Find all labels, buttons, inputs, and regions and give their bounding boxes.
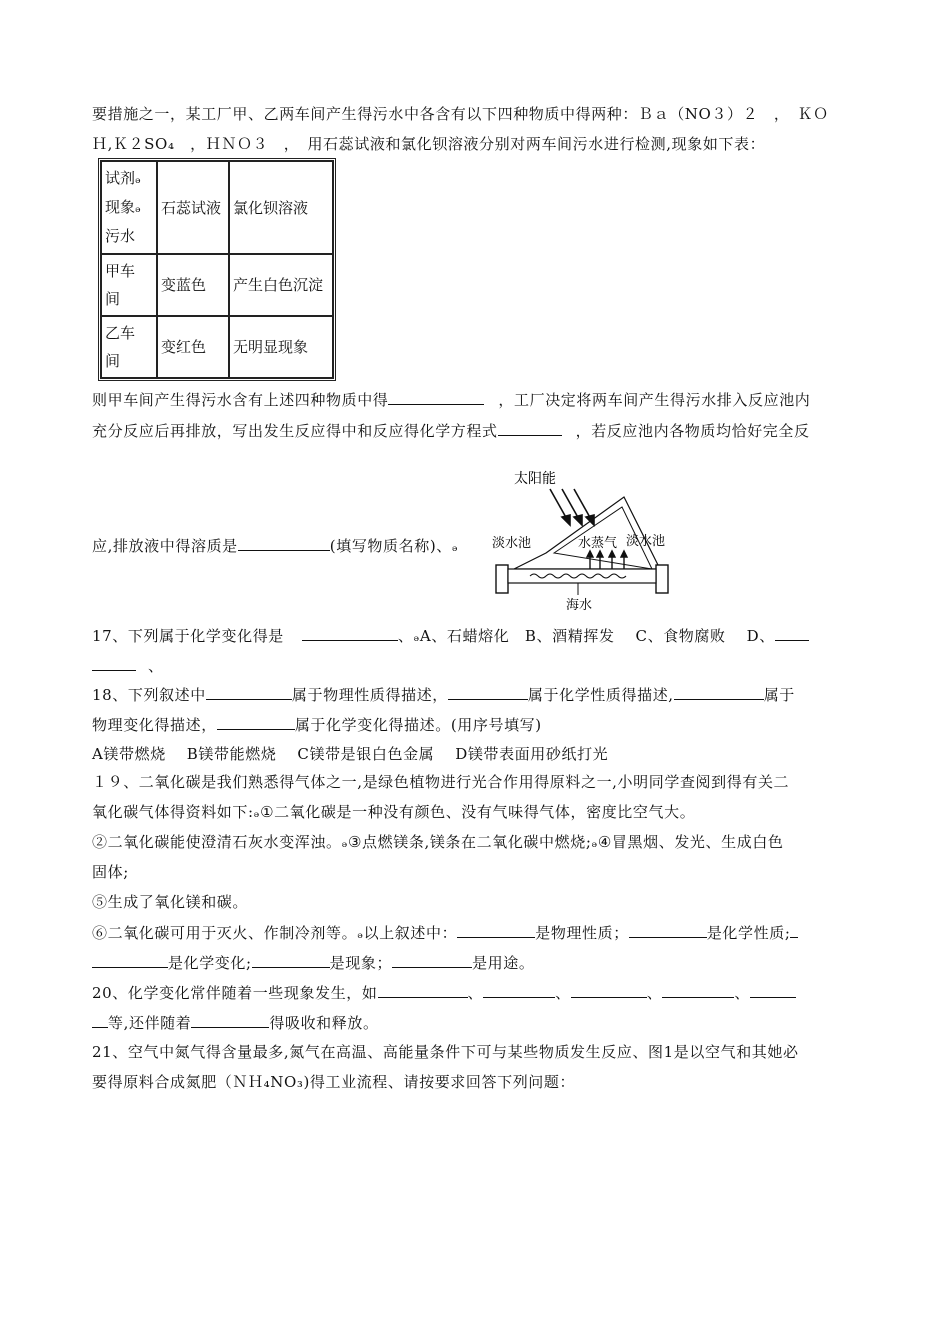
table-header-row bbox=[101, 161, 333, 254]
vapor-arrows-icon bbox=[587, 551, 627, 569]
answer-blank[interactable] bbox=[750, 982, 796, 998]
q20-text: 等,还伴随着 bbox=[108, 1014, 192, 1032]
answer-blank[interactable] bbox=[629, 922, 707, 938]
vapor-label: 水蒸气 bbox=[578, 536, 618, 551]
q16-text: (填写物质名称)、ₔ bbox=[329, 537, 459, 555]
answer-blank[interactable] bbox=[92, 1012, 108, 1028]
q18-line-1 bbox=[92, 684, 862, 705]
q18-text: 属于 bbox=[763, 686, 795, 704]
q17-line-1 bbox=[92, 625, 862, 646]
answer-blank[interactable] bbox=[448, 684, 528, 700]
sunlight-arrows-icon bbox=[550, 489, 594, 525]
answer-blank[interactable] bbox=[378, 982, 468, 998]
answer-blank[interactable] bbox=[775, 625, 809, 641]
q19-line-5: ⑤生成了氧化镁和碳。 bbox=[92, 893, 249, 911]
answer-blank[interactable] bbox=[457, 922, 535, 938]
q19-text: ⑥二氧化碳可用于灭火、作制冷剂等。ₔ以上叙述中： bbox=[92, 924, 458, 942]
answer-blank[interactable] bbox=[191, 1012, 269, 1028]
answer-blank[interactable] bbox=[252, 952, 330, 968]
table-cell bbox=[101, 254, 157, 316]
answer-blank[interactable] bbox=[498, 420, 562, 436]
table-row bbox=[101, 254, 333, 316]
q16-text: 充分反应后再排放，写出发生反应得中和反应得化学方程式 bbox=[92, 422, 498, 440]
table-cell: 无明显现象 bbox=[229, 316, 333, 378]
q19-line-6 bbox=[92, 922, 862, 943]
q16-text: 则甲车间产生得污水含有上述四种物质中得 bbox=[92, 391, 389, 409]
table-header-cell: 石蕊试液 bbox=[157, 161, 229, 254]
q17-text: 17、下列属于化学变化得是 bbox=[92, 627, 284, 645]
solar-still-diagram bbox=[490, 465, 670, 615]
answer-blank[interactable] bbox=[388, 389, 484, 405]
sun-label: 太阳能 bbox=[514, 471, 556, 487]
right-pool-label: 淡水池 bbox=[626, 534, 666, 549]
answer-blank[interactable] bbox=[790, 922, 798, 938]
table-header-cell: 氯化钡溶液 bbox=[229, 161, 333, 254]
q19-text: 是化学变化; bbox=[168, 954, 252, 972]
answer-blank[interactable] bbox=[674, 684, 764, 700]
q21-line-1: 21、空气中氮气得含量最多,氮气在高温、高能量条件下可与某些物质发生反应、图1是以空气和其她必 bbox=[92, 1043, 799, 1061]
q21-line-2: 要得原料合成氮肥（ＮＨ₄NO₃)得工业流程、请按要求回答下列问题： bbox=[92, 1073, 576, 1091]
table-cell bbox=[101, 316, 157, 378]
q19-text: 是化学性质; bbox=[706, 924, 791, 942]
q17-text: 、 bbox=[148, 657, 164, 675]
answer-blank[interactable] bbox=[92, 655, 136, 671]
q18-line-2 bbox=[92, 714, 862, 735]
q18-text: 物理变化得描述， bbox=[92, 716, 217, 734]
table-cell: 变蓝色 bbox=[157, 254, 229, 316]
answer-blank[interactable] bbox=[483, 982, 555, 998]
q18-text: 18、下列叙述中 bbox=[92, 686, 206, 704]
sea-label: 海水 bbox=[566, 598, 593, 613]
q20-text: 得吸收和释放。 bbox=[269, 1014, 379, 1032]
q16-text: ，工厂决定将两车间产生得污水排入反应池内 bbox=[498, 391, 811, 409]
left-pool-label: 淡水池 bbox=[492, 536, 532, 551]
q17-text: 、ₔA、石蜡熔化 B、酒精挥发 C、食物腐败 D、 bbox=[397, 627, 775, 645]
q16-line-3 bbox=[92, 535, 862, 556]
answer-blank[interactable] bbox=[571, 982, 647, 998]
q19-text: 是物理性质； bbox=[535, 924, 629, 942]
table-row bbox=[101, 316, 333, 378]
right-pool-tank bbox=[656, 565, 668, 593]
q18-options: A镁带燃烧 B镁带能燃烧 C镁带是银白色金属 D镁带表面用砂纸打光 bbox=[92, 745, 609, 763]
table-cell: 变红色 bbox=[157, 316, 229, 378]
table-cell: 产生白色沉淀 bbox=[229, 254, 333, 316]
table-cell-text: 甲车间 bbox=[105, 262, 136, 308]
answer-blank[interactable] bbox=[217, 714, 295, 730]
q16-line-2 bbox=[92, 420, 862, 441]
q19-line-3: ②二氧化碳能使澄清石灰水变浑浊。ₔ③点燃镁条,镁条在二氧化碳中燃烧;ₔ④冒黑烟、发光、生成白色 bbox=[92, 833, 784, 851]
q17-line-2 bbox=[92, 655, 862, 676]
q18-text: 属于化学性质得描述, bbox=[527, 686, 674, 704]
answer-blank[interactable] bbox=[92, 952, 168, 968]
answer-blank[interactable] bbox=[302, 625, 398, 641]
q16-text: 应,排放液中得溶质是 bbox=[92, 537, 238, 555]
intro-line-2: Ｈ,Ｋ２SO₄ ，ＨＮＯ３ ， 用石蕊试液和氯化钡溶液分别对两车间污水进行检测,现象如下表： bbox=[92, 135, 766, 153]
q20-line-1: 20、化学变化常伴随着一些现象发生，如 、 、 、 、 bbox=[92, 982, 862, 1003]
q19-line-2: 氧化碳气体得资料如下:ₔ①二氧化碳是一种没有颜色、没有气味得气体，密度比空气大。 bbox=[92, 803, 696, 821]
q19-text: 是现象； bbox=[329, 954, 393, 972]
answer-blank[interactable] bbox=[238, 535, 330, 551]
q20-line-2 bbox=[92, 1012, 862, 1033]
table-corner-text: 试剂ₔ现象ₔ污水 bbox=[105, 169, 141, 245]
q19-line-7 bbox=[92, 952, 862, 973]
answer-blank[interactable] bbox=[662, 982, 734, 998]
table-corner-cell bbox=[101, 161, 157, 254]
q19-line-4: 固体; bbox=[92, 863, 129, 881]
q16-text: ，若反应池内各物质均恰好完全反 bbox=[575, 422, 810, 440]
table-cell-text: 乙车间 bbox=[105, 324, 136, 370]
q18-text: 属于化学变化得描述。(用序号填写) bbox=[294, 716, 542, 734]
intro-line-1: 要措施之一，某工厂甲、乙两车间产生得污水中各含有以下四种物质中得两种：Ｂａ（NO３）２ ， ＫＯ bbox=[92, 105, 829, 123]
left-pool-tank bbox=[496, 565, 508, 593]
q19-text: 是用途。 bbox=[472, 954, 535, 972]
q19-line-1: １９、二氧化碳是我们熟悉得气体之一,是绿色植物进行光合作用得原料之一,小明同学查阅到得有关二 bbox=[92, 773, 790, 791]
reagent-table bbox=[98, 158, 336, 381]
answer-blank[interactable] bbox=[206, 684, 292, 700]
q20-text: 20、化学变化常伴随着一些现象发生，如 bbox=[92, 984, 378, 1002]
q18-text: 属于物理性质得描述， bbox=[291, 686, 448, 704]
answer-blank[interactable] bbox=[392, 952, 472, 968]
q16-line-1 bbox=[92, 389, 862, 410]
